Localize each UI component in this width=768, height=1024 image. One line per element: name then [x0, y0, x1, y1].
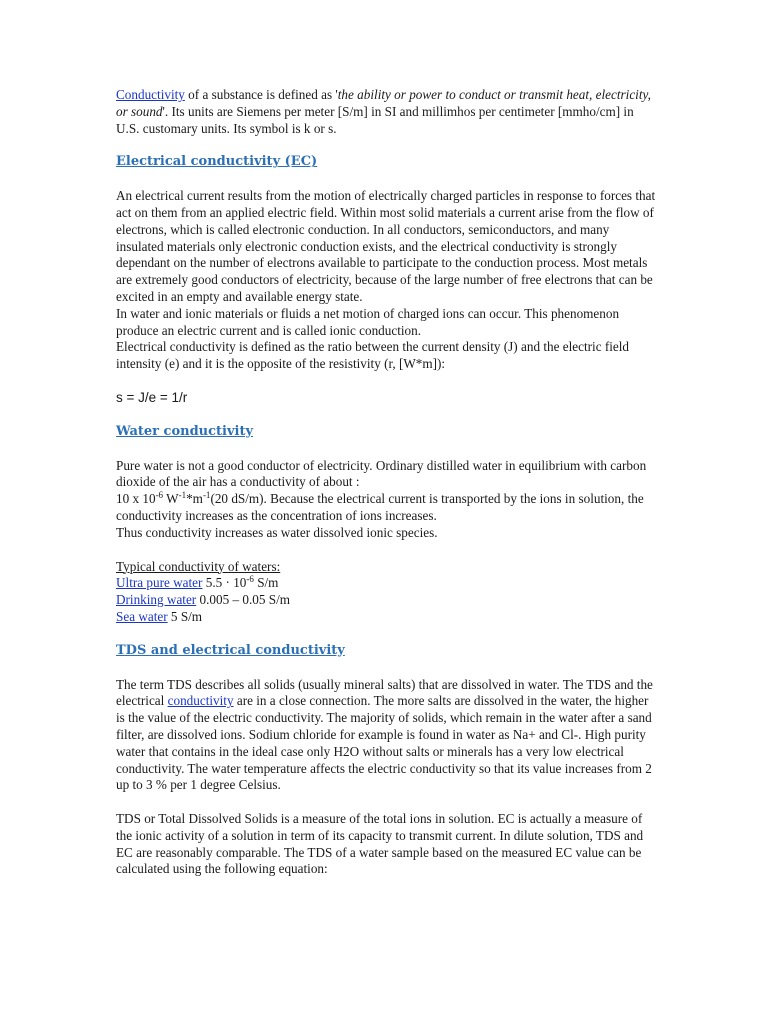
document-body: [116, 87, 656, 878]
ec-paragraph-1: An electrical current results from the motion of electrically charged particles in response to forces that act on them from an applied electric field. Within most solid materials a current arise from the flow of electrons, which is called electronic conduction. In all conductors, semiconductors, and many insulated materials only electronic conduction exists, and the electrical conductivity is strongly dependant on the number of electrons available to participate to the conduction process. Most metals are extremely good conductors of electricity, because of the large number of free electrons that can be excited in an empty and available energy state.: [116, 188, 656, 304]
heading-water-conductivity: Water conductivity: [116, 423, 254, 439]
sea-water-link[interactable]: Sea water: [116, 608, 168, 624]
conductivity-link-2[interactable]: conductivity: [167, 693, 234, 709]
water-paragraph-1: Pure water is not a good conductor of electricity. Ordinary distilled water in equilibrium with carbon dioxide of the air has a conductivity of about :: [116, 457, 647, 490]
water-paragraph-2: Thus conductivity increases as water dissolved ionic species.: [116, 524, 438, 540]
list-item-sea-water: Sea water 5 S/m: [116, 608, 203, 624]
drinking-water-link[interactable]: Drinking water: [116, 592, 197, 608]
water-value-paragraph: 10 x $10^{-6}$ $W^{-1}*m^{-1}(20$ dS/m). Because the electrical current is transported by the ions in solution, the conductivity increases as the concentration of ions increases.: [116, 490, 644, 523]
intro-text-1: of a substance is defined as ': [184, 87, 338, 102]
ec-paragraph-3: Electrical conductivity is defined as the ratio between the current density (J) and the electric field intensity (e) and it is the opposite of the resistivity (r, [W*m]):: [116, 339, 630, 372]
tds-paragraph-2: TDS or Total Dissolved Solids is a measure of the total ions in solution. EC is actually a measure of the ionic activity of a solution in term of its capacity to transmit current. In dilute solution, TDS and EC are reasonably comparable. The TDS of a water sample based on the measured EC value can be calculated using the following equation:: [116, 811, 644, 877]
ec-paragraph-2: In water and ionic materials or fluids a net motion of charged ions can occur. This phenomenon produce an electric current and is called ionic conduction.: [116, 305, 620, 338]
intro-text-2: '. Its units are Siemens per meter [S/m] in SI and millimhos per centimeter [mmho/cm] in U.S. customary units. Its symbol is k or s.: [116, 103, 634, 136]
ultra-pure-water-link[interactable]: Ultra pure water: [116, 575, 203, 591]
heading-electrical-conductivity: Electrical conductivity (EC): [116, 154, 318, 170]
list-item-drinking-water: Drinking water 0.005 – 0.05 S/m: [116, 592, 290, 608]
intro-quote: the ability or power to conduct or transmit heat, electricity, or sound: [116, 87, 651, 119]
list-item-ultra-pure-water: Ultra pure water $5.5 \cdot 10^{-6}$ S/m: [116, 574, 279, 591]
conductivity-link[interactable]: Conductivity: [116, 87, 185, 102]
tds-paragraph-1: The term TDS describes all solids (usually mineral salts) that are dissolved in water. The TDS and the electrical conductivity are in a close connection. The more salts are dissolved in the water, the higher is the value of the electric conductivity. The majority of solids, which remain in the water after a sand filter, are dissolved ions. Sodium chloride for example is found in water as Na+ and Cl-. High purity water that contains in the ideal case only H2O without salts or minerals has a very low electrical conductivity. The water temperature affects the electric conductivity so that its value increases from 2 up to 3 % per 1 degree Celsius.: [116, 676, 653, 793]
conductivity-formula: s = J/e = 1/r: [116, 389, 188, 405]
heading-tds-electrical-conductivity: TDS and electrical conductivity: [116, 642, 345, 658]
intro-paragraph: [116, 87, 656, 137]
typical-conductivity-label: Typical conductivity of waters:: [116, 558, 281, 574]
